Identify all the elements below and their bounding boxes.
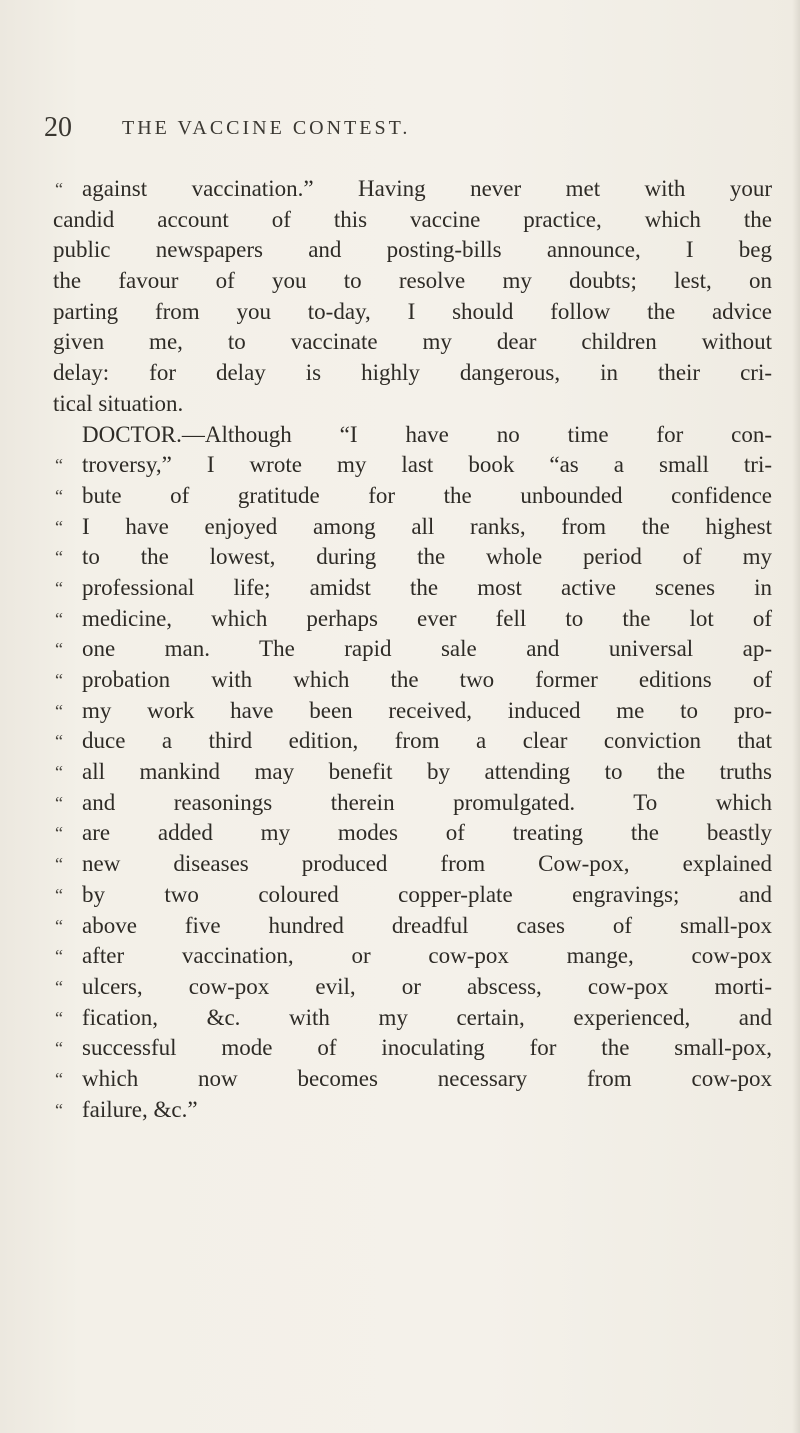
text-line	[0, 420, 800, 451]
text-line	[0, 1095, 800, 1126]
quote-mark: “	[55, 1068, 63, 1089]
text-line	[0, 297, 800, 328]
text-line	[0, 450, 800, 481]
line-text: all mankind may benefit by attending to the truths	[82, 759, 772, 785]
quote-mark: “	[55, 1099, 63, 1120]
quote-mark: “	[55, 516, 63, 537]
text-line	[0, 481, 800, 512]
quote-mark: “	[55, 823, 63, 844]
text-line	[0, 788, 800, 819]
line-text: which now becomes necessary from cow-pox	[82, 1065, 772, 1091]
text-line	[0, 665, 800, 696]
line-text: to the lowest, during the whole period of my	[82, 544, 772, 570]
quote-mark: “	[55, 608, 63, 629]
line-text: by two coloured copper-plate engravings; and	[82, 881, 772, 907]
text-line	[0, 911, 800, 942]
line-text: given me, to vaccinate my dear children without	[53, 329, 772, 355]
quote-mark: “	[55, 670, 63, 690]
text-line	[0, 1003, 800, 1034]
line-text: above five hundred dreadful cases of small-pox	[82, 912, 772, 938]
text-line	[0, 389, 800, 420]
line-text: probation with which the two former editions of	[82, 667, 772, 692]
line-text: are added my modes of treating the beastly	[82, 820, 772, 846]
text-line	[0, 174, 800, 205]
text-line	[0, 205, 800, 236]
line-text: public newspapers and posting-bills announce, I beg	[53, 237, 772, 263]
text-line	[0, 634, 800, 665]
quote-mark: “	[55, 1007, 63, 1028]
quote-mark: “	[55, 577, 63, 598]
text-line	[0, 880, 800, 911]
text-line	[0, 757, 800, 788]
text-line	[0, 512, 800, 543]
quote-mark: “	[55, 455, 63, 476]
text-line	[0, 696, 800, 727]
quote-mark: “	[55, 485, 63, 506]
line-text: duce a third edition, from a clear conviction that	[82, 728, 772, 754]
quote-mark: “	[55, 1038, 63, 1059]
line-text: ulcers, cow-pox evil, or abscess, cow-pox morti-	[82, 973, 772, 999]
line-text: new diseases produced from Cow-pox, explained	[82, 851, 772, 877]
line-text: my work have been received, induced me to pro-	[82, 697, 772, 723]
line-text: bute of gratitude for the unbounded confidence	[82, 482, 772, 508]
quote-mark: “	[55, 976, 63, 997]
text-line	[0, 849, 800, 880]
line-text: candid account of this vaccine practice, which the	[53, 206, 772, 232]
line-text: parting from you to-day, I should follow the advice	[53, 298, 772, 324]
quote-mark: “	[55, 946, 63, 967]
quote-mark: “	[55, 547, 63, 568]
body-text	[0, 174, 800, 1125]
line-text: the favour of you to resolve my doubts; lest, on	[53, 268, 772, 294]
line-text: after vaccination, or cow-pox mange, cow-pox	[82, 943, 772, 969]
line-text: tical situation.	[53, 390, 184, 416]
text-line	[0, 726, 800, 757]
line-text: one man. The rapid sale and universal ap-	[82, 636, 772, 662]
line-text: troversy,” I wrote my last book “as a small tri-	[82, 452, 772, 478]
line-text: against vaccination.” Having never met with your	[82, 176, 772, 201]
line-text: and reasonings therein promulgated. To which	[82, 789, 772, 815]
text-line	[0, 1033, 800, 1064]
text-line	[0, 604, 800, 635]
text-line	[0, 235, 800, 266]
text-line	[0, 358, 800, 389]
line-text: fication, &c. with my certain, experienced, and	[82, 1004, 772, 1030]
text-line	[0, 573, 800, 604]
quote-mark: “	[55, 639, 63, 660]
quote-mark: “	[55, 762, 63, 783]
line-text: DOCTOR.—Although “I have no time for con-	[82, 421, 772, 447]
text-line	[0, 266, 800, 297]
page-header	[44, 112, 774, 152]
quote-mark: “	[55, 884, 63, 905]
line-text: delay: for delay is highly dangerous, in their cri-	[53, 360, 772, 386]
line-text: professional life; amidst the most active scenes in	[82, 574, 772, 600]
line-text: medicine, which perhaps ever fell to the lot of	[82, 605, 772, 631]
text-line	[0, 1064, 800, 1095]
text-line	[0, 941, 800, 972]
quote-mark: “	[55, 792, 63, 813]
quote-mark: “	[55, 179, 63, 199]
text-line	[0, 542, 800, 573]
text-line	[0, 818, 800, 849]
page-edge-shadow	[792, 0, 800, 1433]
running-head: THE VACCINE CONTEST.	[122, 117, 411, 139]
quote-mark: “	[55, 731, 63, 752]
line-text: successful mode of inoculating for the small-pox,	[82, 1035, 772, 1061]
text-line	[0, 327, 800, 358]
line-text: I have enjoyed among all ranks, from the highest	[82, 513, 772, 539]
quote-mark: “	[55, 700, 63, 721]
line-text: failure, &c.”	[82, 1096, 198, 1122]
text-line	[0, 972, 800, 1003]
quote-mark: “	[55, 915, 63, 936]
quote-mark: “	[55, 854, 63, 875]
page-number: 20	[44, 112, 72, 143]
